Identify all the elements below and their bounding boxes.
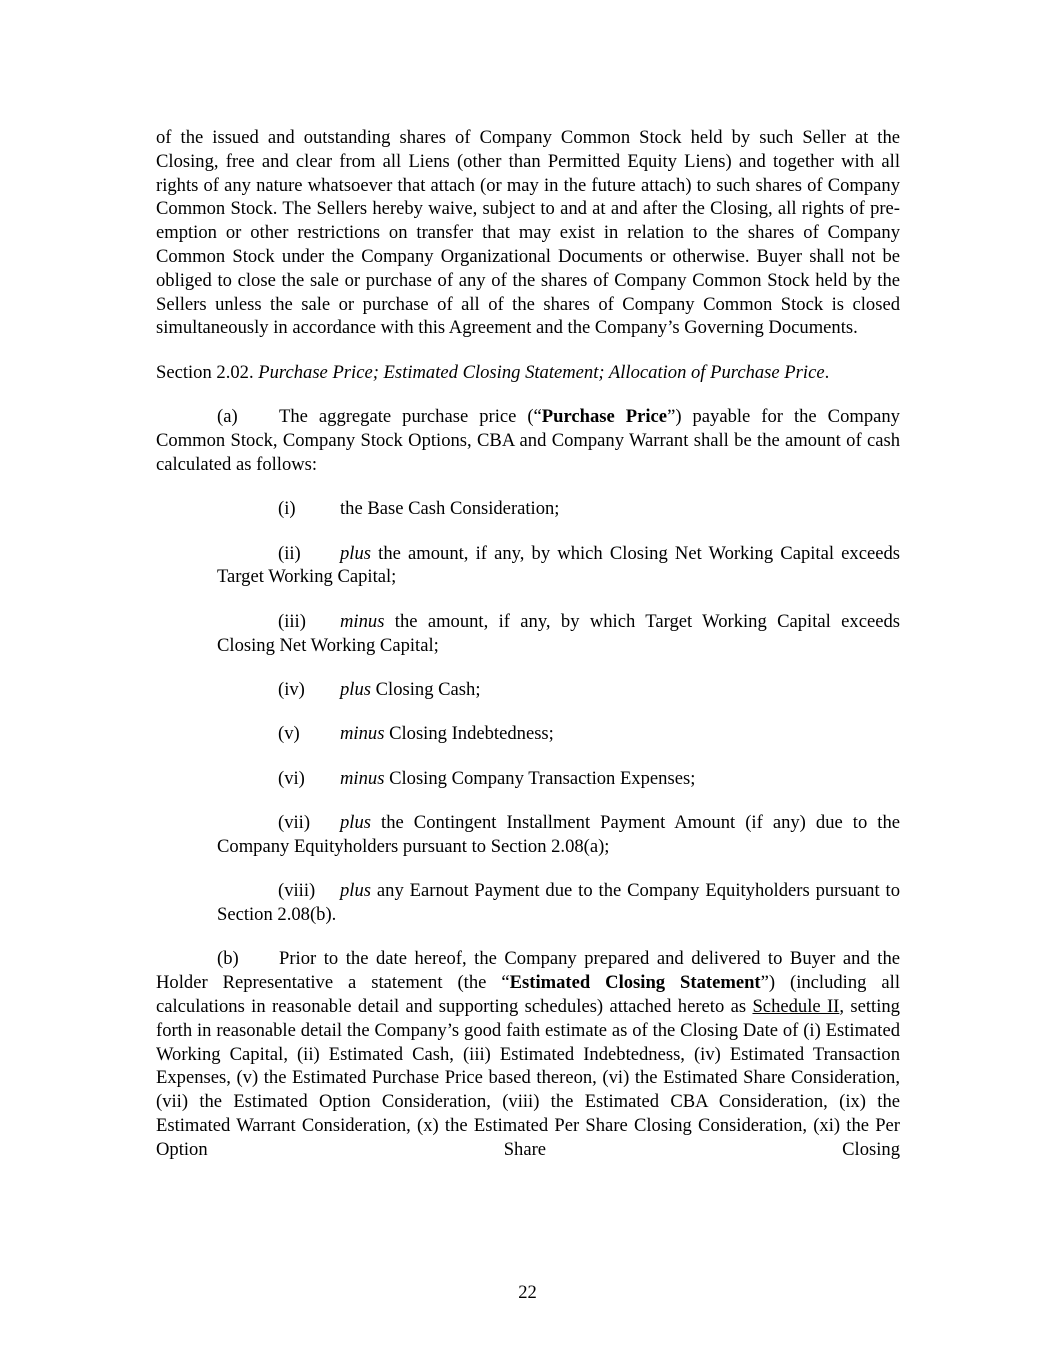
item-keyword: minus xyxy=(340,767,385,789)
item-label: (iii) xyxy=(278,610,306,632)
section-number: Section 2.02. xyxy=(156,361,254,383)
item-label: (ii) xyxy=(278,542,301,564)
list-item-i xyxy=(217,497,900,521)
item-keyword: plus xyxy=(340,542,371,564)
clause-b-text-2: ”) (including all calculations in reasonable detail and supporting schedules) attached hereto as xyxy=(156,972,900,1018)
section-title: Purchase Price; Estimated Closing Statement; Allocation of Purchase Price xyxy=(258,361,825,383)
item-text: the amount, if any, by which Target Working Capital exceeds Closing Net Working Capital; xyxy=(217,610,900,656)
list-item-iii xyxy=(217,610,900,658)
clause-b-text-1: Prior to the date hereof, the Company prepared and delivered to Buyer and the Holder Representative a statement (the “ xyxy=(156,948,900,994)
item-text: any Earnout Payment due to the Company Equityholders pursuant to Section 2.08(b). xyxy=(217,880,900,926)
item-label: (i) xyxy=(278,498,296,520)
schedule-ii-reference: Schedule II xyxy=(752,996,840,1018)
item-keyword: plus xyxy=(340,812,371,834)
section-title-end: . xyxy=(824,361,830,383)
clause-b xyxy=(156,947,900,1161)
item-keyword: plus xyxy=(340,678,371,700)
item-label: (vii) xyxy=(278,812,311,834)
item-text: Closing Company Transaction Expenses; xyxy=(384,767,696,789)
clause-a xyxy=(156,405,900,476)
clause-b-text-3: , setting forth in reasonable detail the Company’s good faith estimate as of the Closing Date of (i) Estimated Working Capital, (ii) Estimated Cash, (iii) Estimated Indebtedness, (iv) Estimated Transaction Expenses, (v) the Estimated Purchase Price based thereon, (vi) the Estimated Share Consideration, (vii) the Estimated Option Consideration, (viii) the Estimated CBA Consideration, (ix) the Estimated Warrant Consideration, (x) the Estimated Per Share Closing Consideration, (xi) the Per Option Share Closing xyxy=(156,996,900,1160)
item-label: (iv) xyxy=(278,678,305,700)
item-text: Closing Indebtedness; xyxy=(384,723,554,745)
item-text: the amount, if any, by which Closing Net Working Capital exceeds Target Working Capital; xyxy=(217,542,900,588)
item-text: the Contingent Installment Payment Amount (if any) due to the Company Equityholders pursuant to Section 2.08(a); xyxy=(217,812,900,857)
clause-a-label: (a) xyxy=(217,406,238,428)
item-keyword: minus xyxy=(340,610,385,632)
item-keyword: plus xyxy=(340,880,371,902)
document-body xyxy=(156,126,900,1162)
item-label: (viii) xyxy=(278,880,316,902)
item-label: (vi) xyxy=(278,767,305,789)
list-item-v xyxy=(217,722,900,746)
clause-a-text-before: The aggregate purchase price (“ xyxy=(279,406,542,428)
section-2-01-continuation: of the issued and outstanding shares of Company Common Stock held by such Seller at the Closing, free and clear from all Liens (other than Permitted Equity Liens) and together with all rights of any nature whatsoever that attach (or may in the future attach) to such shares of Company Common Stock. The Sellers hereby waive, subject to and at and after the Closing, all rights of pre-emption or other restrictions on transfer that may exist in relation to the shares of Company Common Stock under the Company Organizational Documents or otherwise. Buyer shall not be obliged to close the sale or purchase of any of the shares of Company Common Stock held by the Sellers unless the sale or purchase of all of the shares of Company Common Stock is closed simultaneously in accordance with this Agreement and the Company’s Governing Documents. xyxy=(156,127,900,339)
defined-term-estimated-closing-statement: Estimated Closing Statement xyxy=(509,972,761,994)
clause-b-label: (b) xyxy=(217,948,239,970)
list-item-vi xyxy=(217,767,900,791)
item-text: the Base Cash Consideration; xyxy=(340,498,560,520)
item-keyword: minus xyxy=(340,723,385,745)
list-item-iv xyxy=(217,678,900,702)
list-item-vii xyxy=(217,811,900,859)
page-number: 22 xyxy=(518,1282,537,1303)
clause-a-text-after: ”) payable for the Company Common Stock, Company Stock Options, CBA and Company Warrant shall be the amount of cash calculated as follows: xyxy=(156,406,900,475)
list-item-ii xyxy=(217,542,900,590)
list-item-viii xyxy=(217,879,900,927)
item-text: Closing Cash; xyxy=(371,678,481,700)
section-2-02-heading xyxy=(156,361,900,385)
item-label: (v) xyxy=(278,723,300,745)
defined-term-purchase-price: Purchase Price xyxy=(541,406,668,428)
